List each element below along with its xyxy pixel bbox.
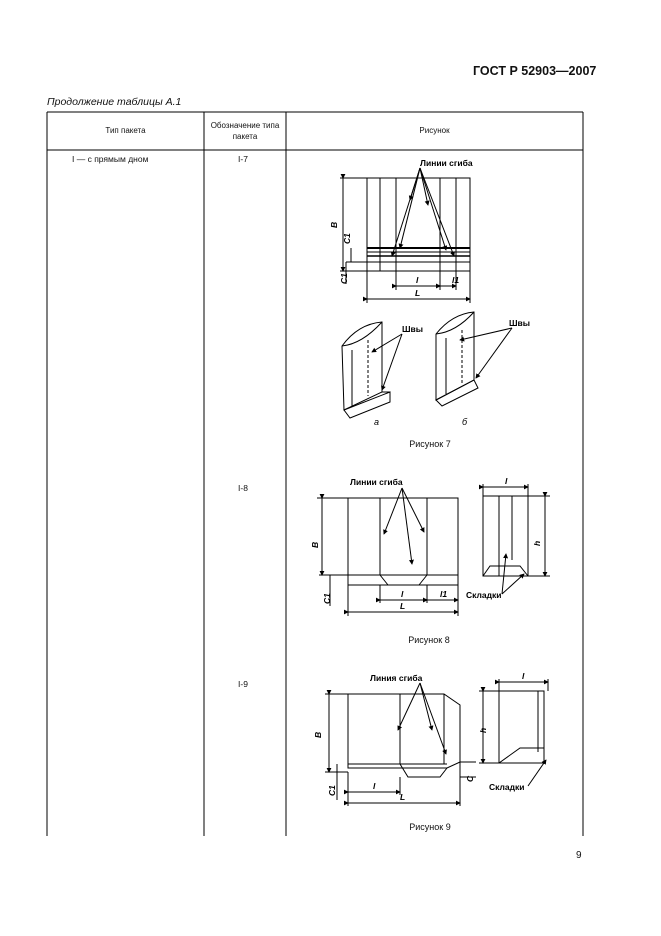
fig7-dim-b: B [329,221,339,228]
fig7-dim-L: L [415,288,421,298]
fig8-dim-l1: l1 [440,589,448,599]
document-standard: ГОСТ Р 52903—2007 [473,64,597,78]
fig7-seams-label-a: Швы [402,324,424,334]
fig8-fold-lines-label: Линии сгиба [350,477,403,487]
fig9-dim-b: B [313,731,323,738]
fig9-dim-L: L [400,792,406,802]
code-i7: I-7 [238,154,248,164]
code-i8: I-8 [238,483,248,493]
column-header-type: Тип пакета [105,126,146,135]
figure-8-caption: Рисунок 8 [408,635,450,645]
fig7-dim-c1: C1 [342,233,352,244]
fig7-fold-lines-label: Линии сгиба [420,158,473,168]
fig7-subfigure-b: б [462,417,468,427]
fig7-subfigure-a: а [374,417,380,427]
fig7-dim-l1: l1 [452,275,460,285]
fig9-dim-l-side: l [522,671,525,681]
fig7-dim-l: l [416,275,419,285]
page-number: 9 [576,850,582,861]
package-type: I — с прямым дном [72,154,149,164]
fig9-fold-line-label: Линия сгиба [370,673,423,683]
fig8-dim-l: l [401,589,404,599]
fig9-dim-h: h [478,727,488,733]
fig8-dim-c1: C1 [322,593,332,604]
figure-9-caption: Рисунок 9 [409,822,451,832]
code-i9: I-9 [238,679,248,689]
fig8-dim-h: h [532,540,542,546]
fig9-dim-l: l [373,781,376,791]
column-header-code: Обозначение типа пакета [210,121,280,141]
table-caption: Продолжение таблицы А.1 [47,96,182,108]
column-header-figure: Рисунок [419,126,450,135]
fig7-dim-c1-lower: C1 [339,273,349,284]
fig9-pleats-label: Складки [489,782,525,792]
fig8-dim-b: B [310,541,320,548]
figure-7-caption: Рисунок 7 [409,439,451,449]
fig8-pleats-label: Складки [466,590,502,600]
fig9-dim-c1: C1 [327,785,337,796]
fig8-dim-l-side: l [505,476,508,486]
fig7-seams-label-b: Швы [509,318,531,328]
fig9-dim-c: C [465,775,475,782]
fig8-dim-L: L [400,601,406,611]
